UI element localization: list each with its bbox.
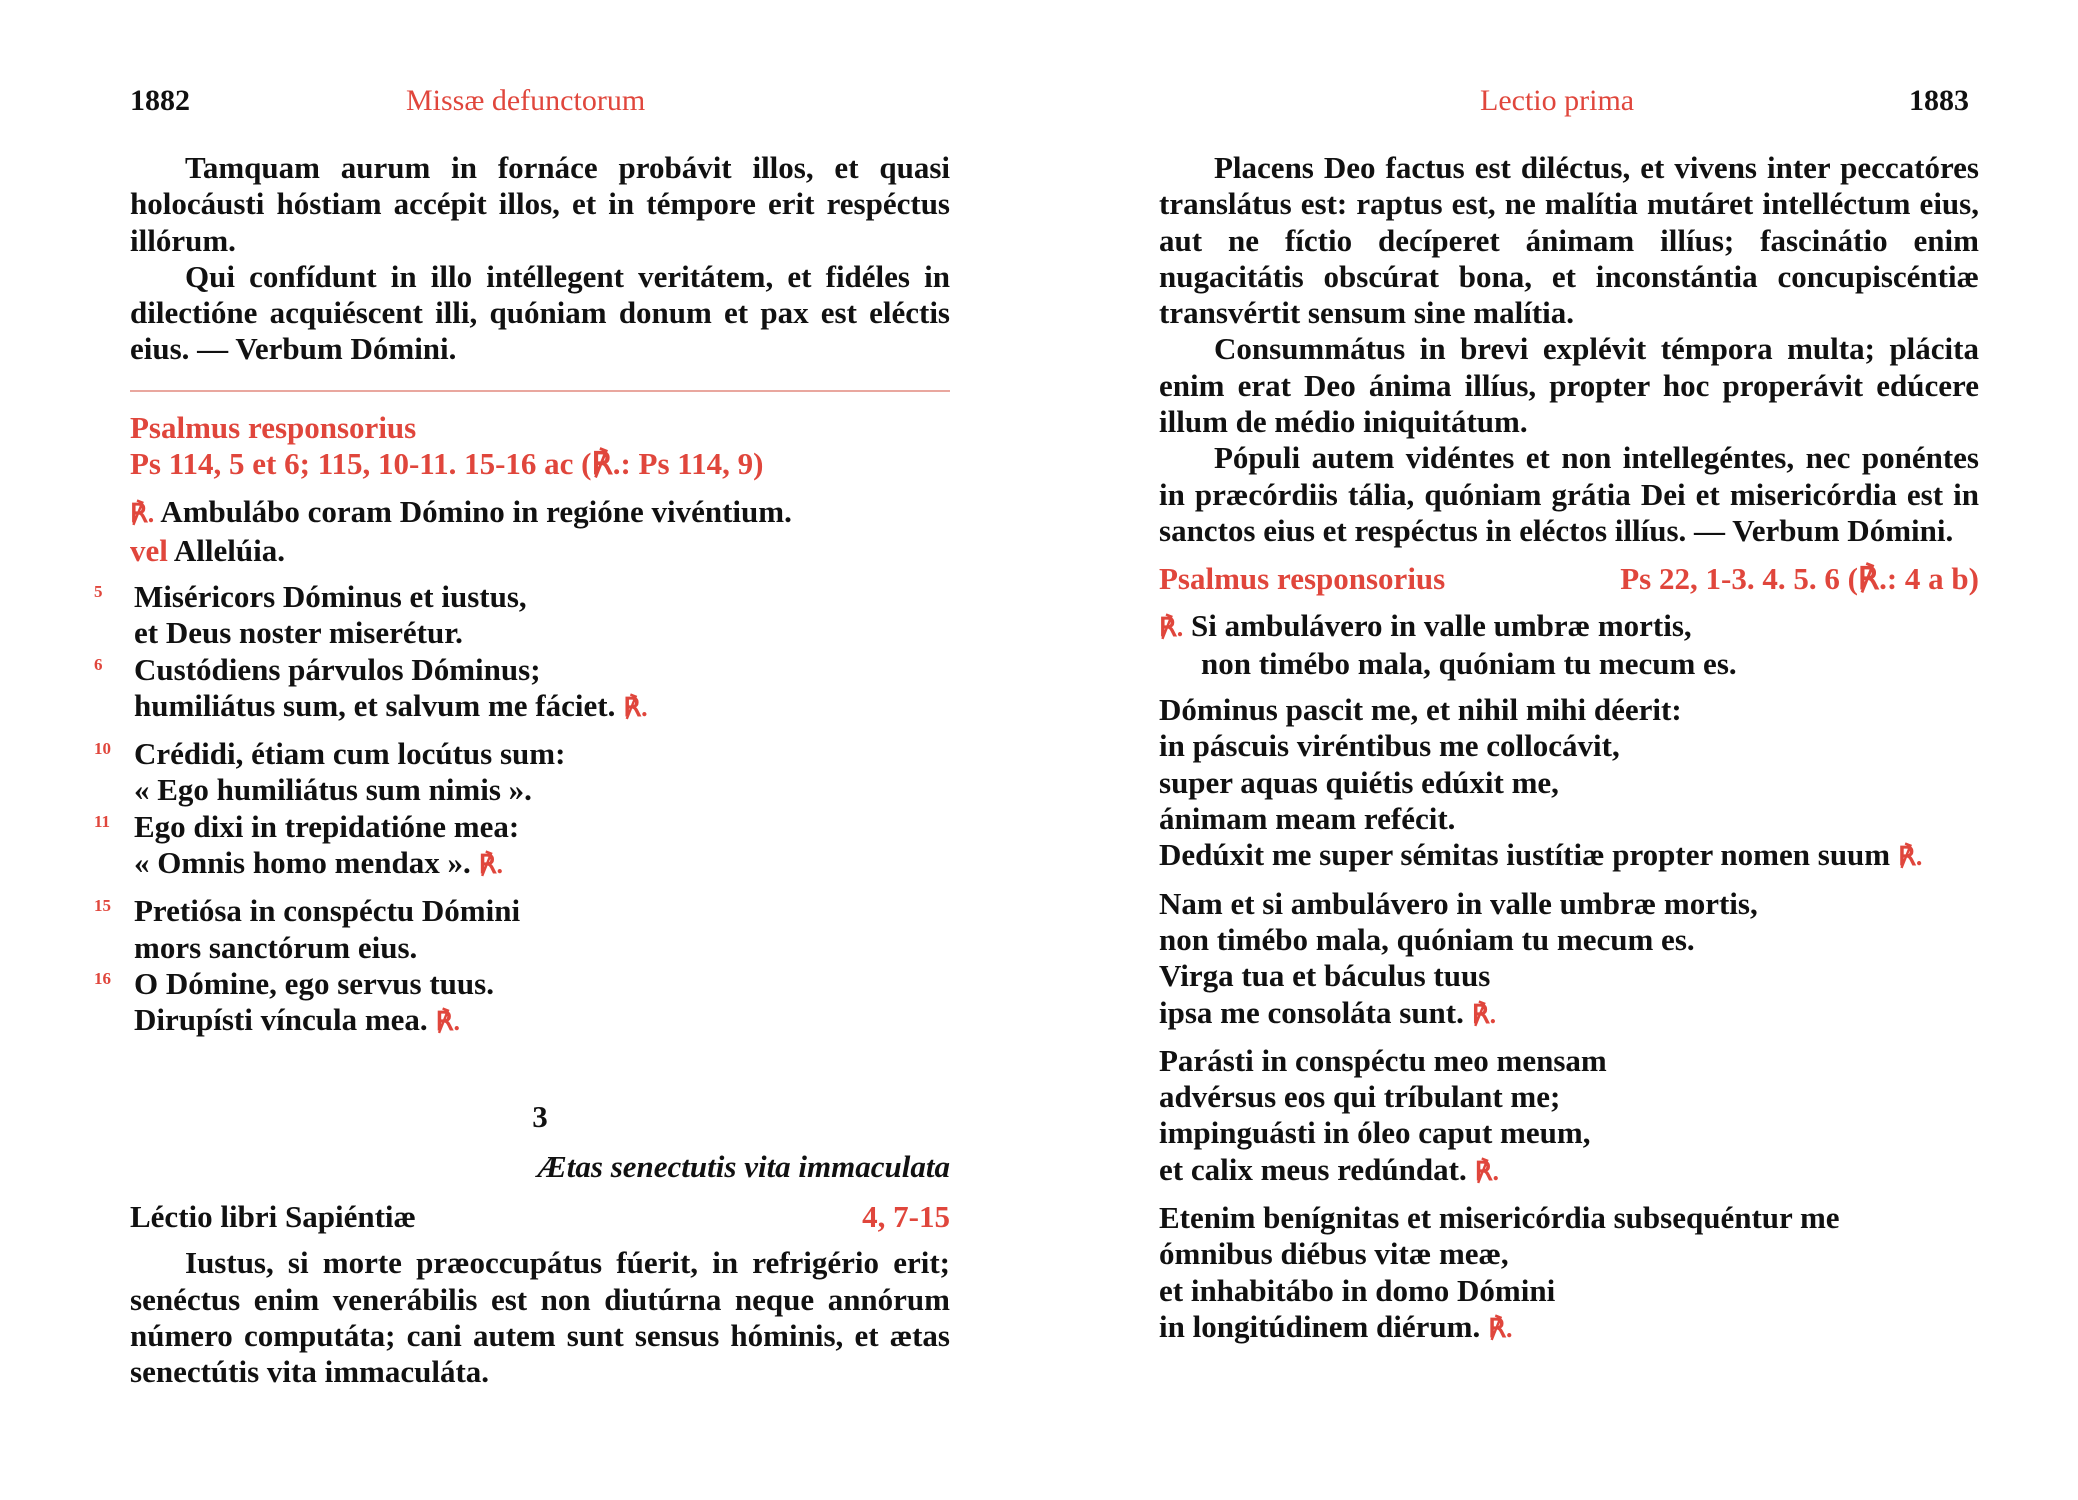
verse-number: 10 xyxy=(94,739,111,759)
reading-paragraph: Consummátus in brevi explévit témpora multa; plácita enim erat Deo ánima illíus, propter hoc properávit edúcere illum de médio iniquitátum. xyxy=(1159,331,1979,440)
stanza-line: Virga tua et báculus tuus xyxy=(1159,958,1491,994)
verse-line: 16 O Dómine, ego servus tuus. xyxy=(94,965,494,1001)
reading-paragraph: Placens Deo factus est diléctus, et vivens inter peccatóres translátus est: raptus est, ne malítia mutáret intelléctum eius, aut ne fíctio decíperet ánimam illíus; fascinátio enim nugacitátis obscúrat bona, et inconstántia concupiscéntiæ transvértit sensum sine malítia. xyxy=(1159,150,1979,331)
psalm-reference: Ps 22, 1-3. 4. 5. 6 (℟.: 4 a b) xyxy=(1620,561,1979,597)
reading-paragraph: Tamquam aurum in fornáce probávit illos, et quasi holocáusti hóstiam accépit illos, et in témpore erit respéctus illórum. xyxy=(130,150,950,258)
response-mark: ℟. xyxy=(478,850,504,880)
stanza-line: Dóminus pascit me, et nihil mihi déerit: xyxy=(1159,692,1682,728)
stanza-line: Dedúxit me super sémitas iustítiæ propter nomen suum ℟. xyxy=(1159,837,1923,873)
verse-line: humiliátus sum, et salvum me fáciet. ℟. xyxy=(134,687,648,723)
response-symbol: ℟. xyxy=(1159,612,1184,642)
response-text: Ambulábo coram Dómino in regióne vivéntium. xyxy=(160,494,792,530)
verse-line: 11 Ego dixi in trepidatióne mea: xyxy=(94,808,520,844)
verse-line: 6 Custódiens párvulos Dóminus; xyxy=(94,651,541,687)
reading-paragraph: Pópuli autem vidéntes et non intellegéntes, nec ponéntes in præcórdiis tália, quóniam grátia Dei et misericórdia est in sanctos eius et respéctus in eléctos illíus. — Verbum Dómini. xyxy=(1159,440,1979,548)
verse-number: 15 xyxy=(94,896,111,916)
verse-number: 16 xyxy=(94,968,111,988)
verse-group xyxy=(94,578,950,726)
lectio-title: Léctio libri Sapiéntiæ xyxy=(130,1199,416,1235)
stanza-line: advérsus eos qui tríbulant me; xyxy=(1159,1079,1561,1115)
stanza-line: non timébo mala, quóniam tu mecum es. xyxy=(1159,921,1695,957)
stanza-line: et calix meus redúndat. ℟. xyxy=(1159,1151,1499,1187)
alleluia-text: Allelúia. xyxy=(173,532,286,568)
lectio-heading xyxy=(130,1199,950,1235)
stanza xyxy=(1159,692,1979,875)
vel-label: vel xyxy=(130,532,168,568)
lectio-paragraph: Iustus, si morte præoccupátus fúerit, in refrigério erit; senéctus enim venerábilis est non diutúrna neque annórum número computáta; cani autem sunt sensus hóminis, et ætas senectútis vita immaculáta. xyxy=(130,1245,950,1390)
verse-group xyxy=(94,893,950,1040)
stanza-line: ánimam meam refécit. xyxy=(1159,801,1456,837)
verse-line: « Omnis homo mendax ». ℟. xyxy=(134,845,504,881)
response-symbol: ℟. xyxy=(130,499,155,529)
response-line: non timébo mala, quóniam tu mecum es. xyxy=(1201,645,1737,681)
response-mark: ℟. xyxy=(1898,842,1923,872)
section-number: 3 xyxy=(532,1098,548,1134)
stanza-line: Parásti in conspéctu meo mensam xyxy=(1159,1042,1607,1078)
psalm-reference: Ps 114, 5 et 6; 115, 10-11. 15-16 ac (℟.: Ps 114, 9) xyxy=(130,446,764,482)
verse-group xyxy=(94,736,950,883)
reading-paragraph: Qui confídunt in illo intéllegent veritátem, et fidéles in dilectióne acquiéscent illi, quóniam donum et pax est eléctis eius. — Verbum Dómini. xyxy=(130,258,950,367)
stanza-line: in páscuis viréntibus me collocávit, xyxy=(1159,728,1620,764)
psalm-heading xyxy=(1159,561,1979,597)
stanza-line: et inhabitábo in domo Dómini xyxy=(1159,1272,1556,1308)
page-number: 1882 xyxy=(130,84,190,117)
verse-line: 15 Pretiósa in conspéctu Dómini xyxy=(94,893,521,929)
stanza-line: Nam et si ambulávero in valle umbræ mortis, xyxy=(1159,885,1758,921)
stanza xyxy=(1159,1200,1979,1347)
psalm-title: Psalmus responsorius xyxy=(1159,561,1446,597)
verse-number: 6 xyxy=(94,654,103,674)
stanza xyxy=(1159,1043,1979,1190)
psalm-response xyxy=(130,494,950,532)
response-mark: ℟. xyxy=(623,692,648,722)
running-title: Missæ defunctorum xyxy=(406,84,646,117)
section-divider xyxy=(130,390,950,392)
response-line: ℟. Si ambulávero in valle umbræ mortis, xyxy=(1159,607,1692,643)
lectio-reference: 4, 7-15 xyxy=(862,1199,950,1235)
verse-line: et Deus noster miserétur. xyxy=(134,615,463,651)
verse-line: mors sanctórum eius. xyxy=(134,929,418,965)
verse-number: 5 xyxy=(94,581,103,601)
response-mark: ℟. xyxy=(1474,1156,1499,1186)
verse-number: 11 xyxy=(94,811,111,831)
section-subtitle: Ætas senectutis vita immaculata xyxy=(537,1148,950,1184)
psalm-response xyxy=(1159,608,1979,683)
stanza xyxy=(1159,886,1979,1033)
stanza-line: ipsa me consoláta sunt. ℟. xyxy=(1159,994,1497,1030)
psalm-title: Psalmus responsorius xyxy=(130,409,417,445)
response-mark: ℟. xyxy=(1488,1313,1513,1343)
response-mark: ℟. xyxy=(435,1007,460,1037)
stanza-line: Etenim benígnitas et misericórdia subsequéntur me xyxy=(1159,1200,1840,1236)
running-title: Lectio prima xyxy=(1480,84,1635,117)
right-page xyxy=(1039,0,2078,1500)
page-number: 1883 xyxy=(1909,84,1969,117)
right-column xyxy=(1159,150,1979,1347)
psalm-alternative xyxy=(130,533,950,569)
stanza-line: impinguásti in óleo caput meum, xyxy=(1159,1115,1591,1151)
response-mark: ℟. xyxy=(1471,999,1497,1029)
stanza-line: super aquas quiétis edúxit me, xyxy=(1159,764,1559,800)
verse-line: « Ego humiliátus sum nimis ». xyxy=(134,772,532,808)
stanza-line: in longitúdinem diérum. ℟. xyxy=(1159,1308,1513,1344)
verse-line: 10 Crédidi, étiam cum locútus sum: xyxy=(94,736,566,772)
verse-line: 5 Miséricors Dóminus et iustus, xyxy=(94,578,527,614)
stanza-line: ómnibus diébus vitæ meæ, xyxy=(1159,1236,1509,1272)
left-column xyxy=(94,150,950,1391)
verse-line: Dirupísti víncula mea. ℟. xyxy=(134,1002,460,1038)
